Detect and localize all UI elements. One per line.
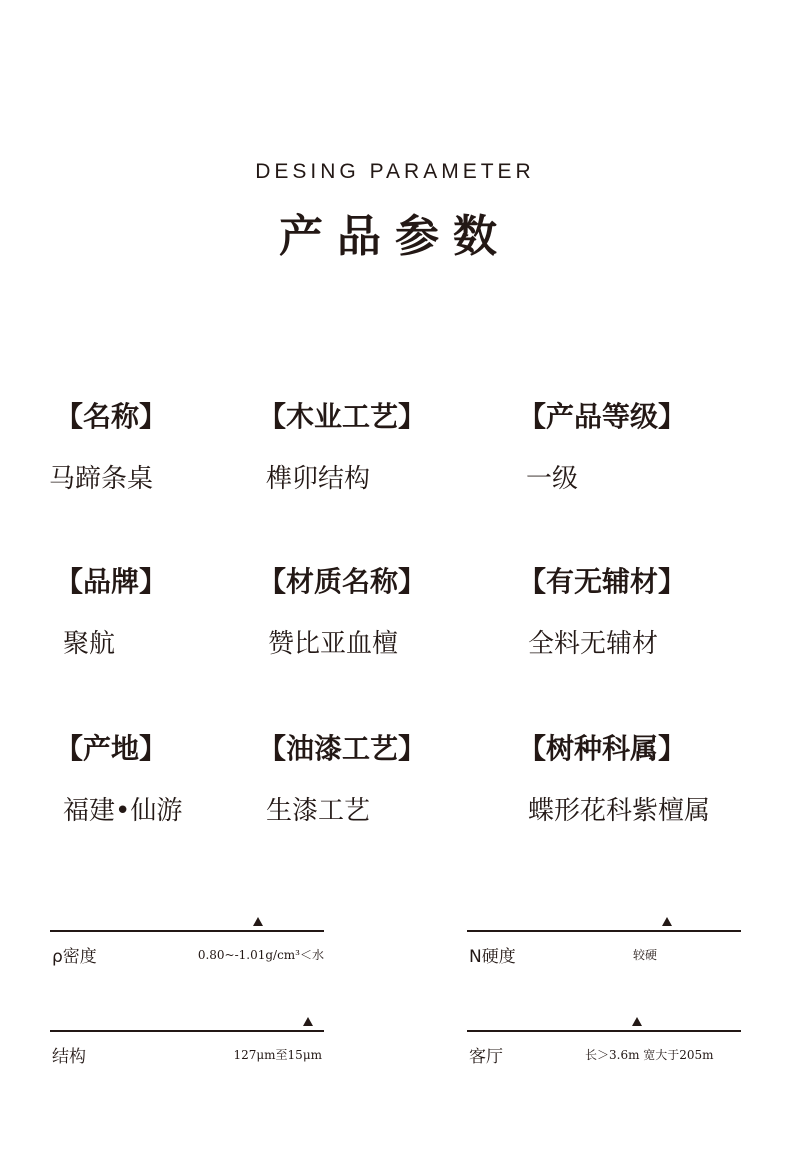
- gauge-line: [467, 930, 741, 932]
- gauge-density: [50, 910, 324, 980]
- gauge-marker-icon: [662, 917, 672, 926]
- gauge-label: 客厅: [469, 1047, 503, 1067]
- param-label: 【有无辅材】: [518, 565, 687, 598]
- gauge-hardness: [467, 910, 741, 980]
- gauge-line: [50, 1030, 324, 1032]
- param-label: 【材质名称】: [258, 565, 427, 598]
- subtitle: DESING PARAMETER: [255, 160, 535, 183]
- gauge-structure: [50, 1010, 324, 1080]
- param-value: 福建•仙游: [63, 796, 183, 826]
- gauge-marker-icon: [632, 1017, 642, 1026]
- gauge-line: [467, 1030, 741, 1032]
- gauge-value: 0.80~-1.01g/cm³＜水: [197, 948, 324, 962]
- param-value: 蝶形花科紫檀属: [528, 796, 711, 826]
- param-label: 【油漆工艺】: [258, 732, 427, 765]
- param-label: 【产品等级】: [518, 400, 687, 433]
- gauge-livingroom: [467, 1010, 741, 1080]
- gauge-marker-icon: [303, 1017, 313, 1026]
- gauge-label: 结构: [52, 1047, 86, 1067]
- gauge-line: [50, 930, 324, 932]
- param-value: 榫卯结构: [266, 464, 371, 494]
- gauge-label: ρ密度: [52, 947, 97, 967]
- param-label: 【树种科属】: [518, 732, 687, 765]
- page-title: 产品参数: [279, 211, 511, 262]
- param-label: 【品牌】: [55, 565, 168, 598]
- param-label: 【木业工艺】: [258, 400, 427, 433]
- gauge-value: 127μm至15μm: [233, 1048, 322, 1062]
- param-label: 【名称】: [55, 400, 168, 433]
- param-value: 赞比亚血檀: [268, 629, 399, 659]
- gauge-marker-icon: [253, 917, 263, 926]
- param-value: 一级: [526, 464, 579, 494]
- param-label: 【产地】: [55, 732, 168, 765]
- gauge-value: 长＞3.6m 宽大于205m: [585, 1048, 714, 1062]
- param-value: 生漆工艺: [266, 796, 371, 826]
- param-value: 马蹄条桌: [49, 464, 154, 494]
- gauge-value: 较硬: [633, 948, 658, 962]
- param-value: 聚航: [63, 629, 116, 659]
- param-value: 全料无辅材: [528, 629, 659, 659]
- gauge-label: N硬度: [469, 947, 516, 967]
